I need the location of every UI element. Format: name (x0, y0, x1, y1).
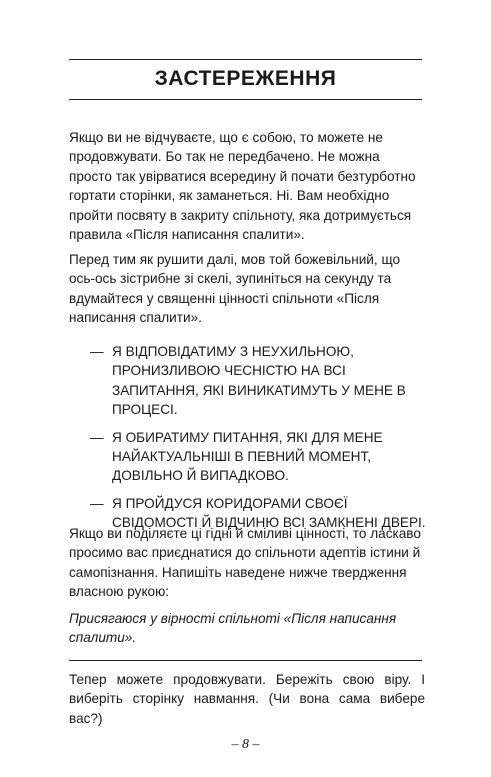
dash-marker: — (90, 495, 104, 511)
vows-list (90, 342, 426, 541)
page-title: ЗАСТЕРЕЖЕННЯ (154, 67, 337, 90)
intro-paragraph: Якщо ви не відчуваєте, що є собою, то можете не продовжувати. Бо так не передбачено. Не можна просто так увірватися всередину й почати безтурботно гортати сторінки, як заманеться. Ні. Вам необхідно пройти посвяту в закриту спільноту, яка дотримується правила «Після написання спалити». (69, 130, 416, 243)
invitation-paragraph: Якщо ви поділяєте ці гідні й сміливі цінності, то ласкаво просимо вас приєднатися до спільноти адептів істини й самопізнання. Напишіть наведене нижче твердження власною рукою: (69, 526, 421, 600)
page-number: – 8 – (231, 737, 260, 752)
list-item (90, 428, 426, 486)
oath-text: Присягаюся у вірності спільноті «Після написання спалити». (69, 611, 397, 646)
vow-text: Я ПРОЙДУСЯ КОРИДОРАМИ СВОЄЇ СВІДОМОСТІ Й ВІДЧИНЮ ВСІ ЗАМКНЕНІ ДВЕРІ. (112, 495, 426, 531)
title-bottom-rule (69, 99, 422, 100)
dash-marker: — (90, 344, 104, 359)
section-divider (69, 660, 422, 661)
vow-text: Я ОБИРАТИМУ ПИТАННЯ, ЯКІ ДЛЯ МЕНЕ НАЙАКТУАЛЬНІШІ В ПЕВНИЙ МОМЕНТ, ДОВІЛЬНО Й ВИПАДКОВО. (112, 429, 383, 484)
values-paragraph: Перед тим як рушити далі, мов той божевільний, що ось-ось зістрибне зі скелі, зупиніться на секунду та вдумайтеся у священні цінності спільноти «Після написання спалити». (69, 252, 401, 326)
vow-text: Я ВІДПОВІДАТИМУ З НЕУХИЛЬНОЮ, ПРОНИЗЛИВОЮ ЧЕСНІСТЮ НА ВСІ ЗАПИТАННЯ, ЯКІ ВИНИКАТИМУТЬ У МЕНЕ В ПРОЦЕСІ. (112, 344, 406, 418)
list-item (90, 342, 426, 420)
title-top-rule (69, 59, 422, 60)
closing-paragraph: Тепер можете продовжувати. Бережіть свою віру. І виберіть сторінку навмання. (Чи вона сама вибере вас?) (69, 672, 425, 726)
dash-marker: — (90, 429, 104, 445)
